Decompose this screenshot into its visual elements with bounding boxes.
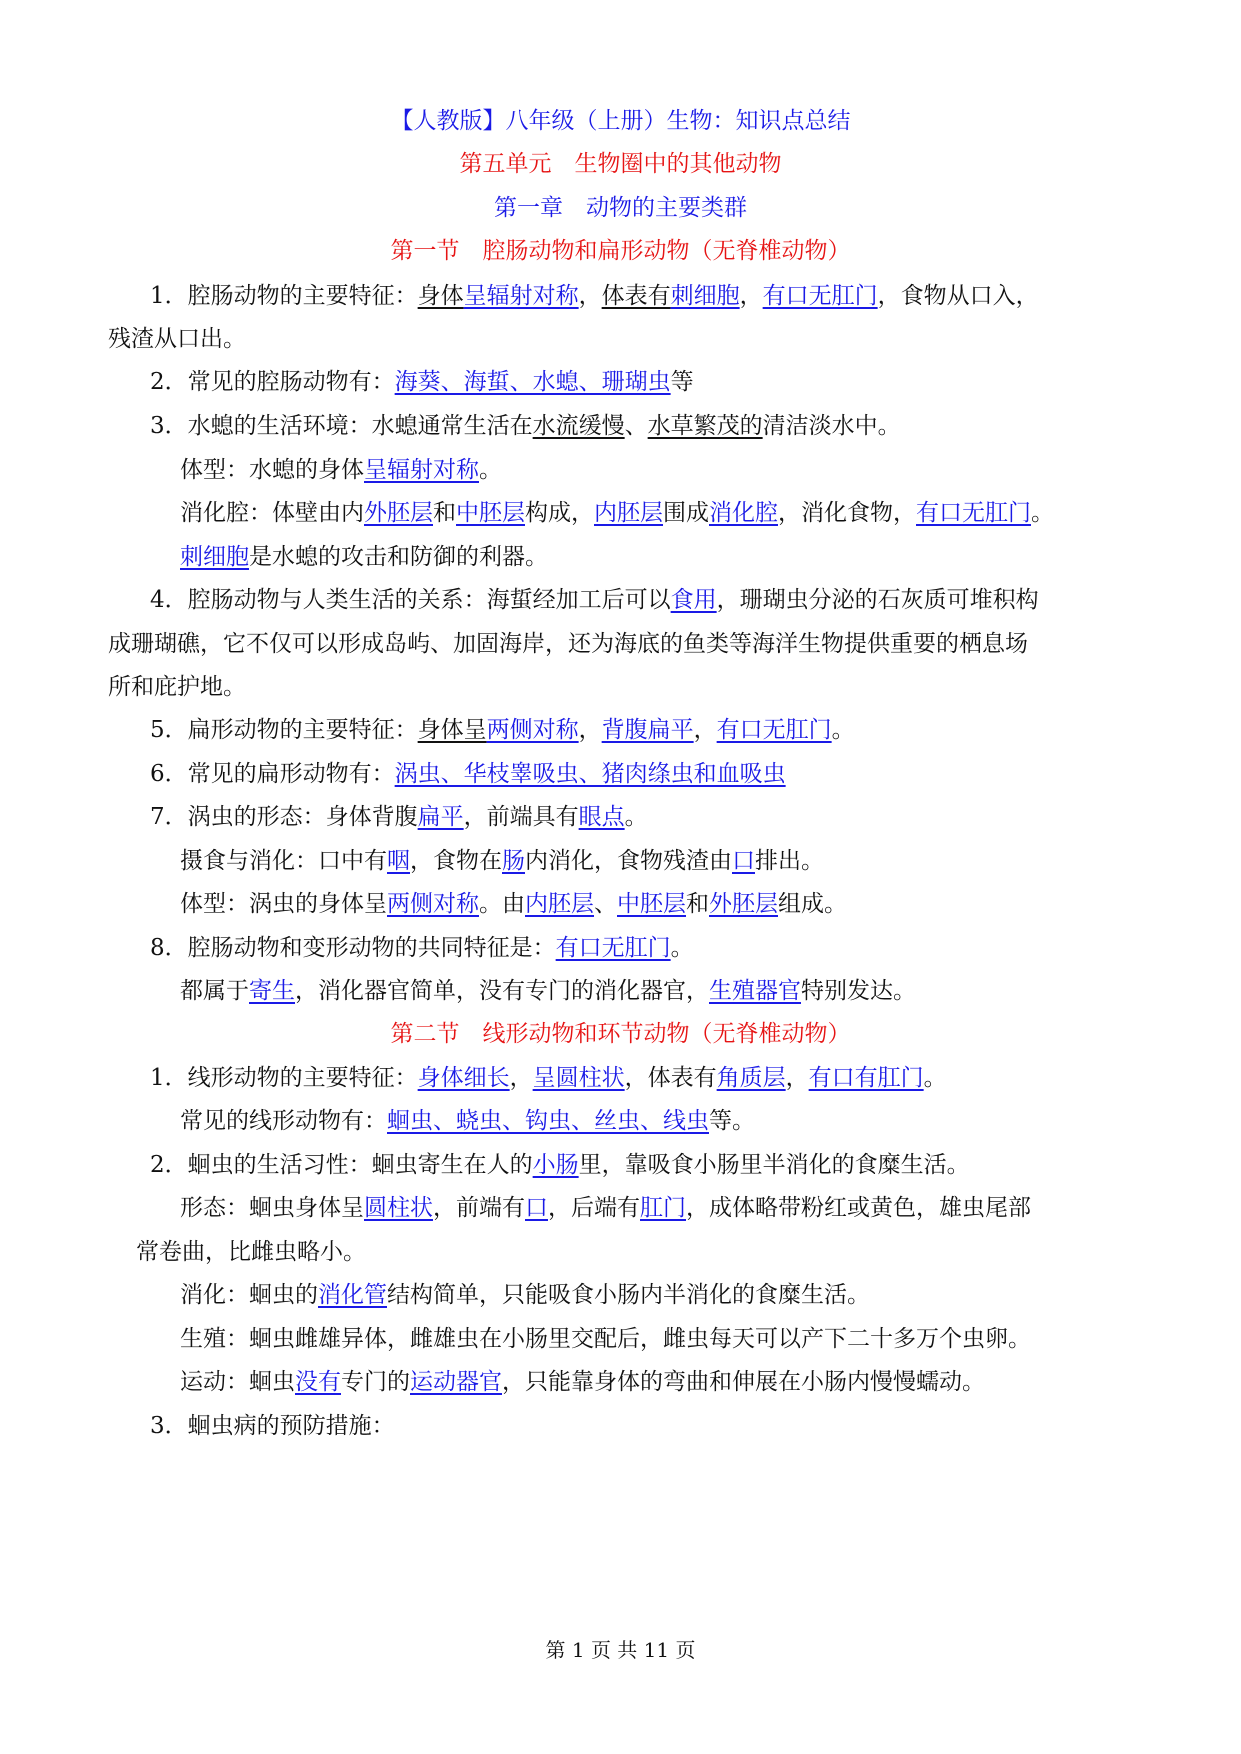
body-text: ，珊瑚虫分泌的石灰质可堆积构 bbox=[716, 587, 1039, 613]
paragraph-line bbox=[180, 1323, 1031, 1355]
body-text: 、 bbox=[624, 413, 648, 439]
keyword-answer: 有口无肛门 bbox=[555, 935, 671, 961]
keyword-answer: 咽 bbox=[387, 848, 410, 874]
body-text: 。由 bbox=[479, 891, 525, 917]
keyword-answer: 内胚层 bbox=[525, 891, 594, 917]
body-text: 2．蛔虫的生活习性：蛔虫寄生在人的 bbox=[150, 1152, 533, 1178]
body-text: 常见的线形动物有： bbox=[180, 1108, 387, 1134]
body-text: 专门的 bbox=[341, 1369, 410, 1395]
unit-heading: 第五单元 生物圈中的其他动物 bbox=[459, 151, 782, 177]
body-text: ， bbox=[578, 283, 602, 309]
paragraph-line bbox=[150, 366, 694, 398]
keyword-answer: 圆柱状 bbox=[364, 1195, 433, 1221]
keyword-answer: 有口无肛门 bbox=[762, 283, 878, 309]
keyword-answer: 肛门 bbox=[640, 1195, 686, 1221]
body-text: 所和庇护地。 bbox=[108, 674, 246, 700]
body-text: 组成。 bbox=[778, 891, 847, 917]
keyword-answer: 两侧对称 bbox=[387, 891, 479, 917]
body-text: 1．腔肠动物的主要特征： bbox=[150, 283, 418, 309]
paragraph-line bbox=[180, 975, 916, 1007]
paragraph-line bbox=[180, 1279, 870, 1311]
body-text: 形态：蛔虫身体呈 bbox=[180, 1195, 364, 1221]
body-text: 3．水螅的生活环境：水螅通常生活在 bbox=[150, 413, 533, 439]
body-text: 、 bbox=[594, 891, 617, 917]
keyword-answer: 内胚层 bbox=[594, 500, 663, 526]
body-text: 结构简单，只能吸食小肠内半消化的食糜生活。 bbox=[387, 1282, 870, 1308]
paragraph-line bbox=[108, 671, 246, 703]
body-text: 和 bbox=[433, 500, 456, 526]
keyword-answer: 中胚层 bbox=[456, 500, 525, 526]
keyword-answer: 外胚层 bbox=[364, 500, 433, 526]
underlined-text: 水流缓慢 bbox=[532, 413, 625, 439]
body-text: 3．蛔虫病的预防措施： bbox=[150, 1413, 395, 1439]
section-heading-1: 第一节 腔肠动物和扁形动物（无脊椎动物） bbox=[390, 238, 851, 264]
paragraph-line bbox=[108, 323, 246, 355]
body-text: 消化：蛔虫的 bbox=[180, 1282, 318, 1308]
body-text: 等。 bbox=[709, 1108, 755, 1134]
keyword-answer: 呈圆柱状 bbox=[532, 1065, 625, 1091]
body-text: 7．涡虫的形态：身体背腹 bbox=[150, 804, 418, 830]
body-text: 。 bbox=[1031, 500, 1054, 526]
keyword-answer: 生殖器官 bbox=[709, 978, 801, 1004]
paragraph-line bbox=[150, 280, 1039, 312]
body-text: 等 bbox=[670, 369, 694, 395]
body-text: 里，靠吸食小肠里半消化的食糜生活。 bbox=[578, 1152, 970, 1178]
body-text: 生殖：蛔虫雌雄异体，雌雄虫在小肠里交配后，雌虫每天可以产下二十多万个虫卵。 bbox=[180, 1326, 1031, 1352]
body-text: 常卷曲，比雌虫略小。 bbox=[136, 1239, 366, 1265]
keyword-answer: 有口有肛门 bbox=[808, 1065, 924, 1091]
body-text: 成珊瑚礁，它不仅可以形成岛屿、加固海岸，还为海底的鱼类等海洋生物提供重要的栖息场 bbox=[108, 631, 1028, 657]
body-text: 内消化，食物残渣由 bbox=[525, 848, 732, 874]
paragraph-line bbox=[180, 888, 847, 920]
keyword-answer: 口 bbox=[525, 1195, 548, 1221]
chapter-heading: 第一章 动物的主要类群 bbox=[494, 195, 747, 221]
page-footer: 第 1 页 共 11 页 bbox=[545, 1638, 696, 1662]
paragraph-line bbox=[180, 1105, 755, 1137]
paragraph-line bbox=[150, 1062, 947, 1094]
keyword-answer: 身体细长 bbox=[417, 1065, 510, 1091]
body-text: ， bbox=[578, 717, 602, 743]
body-text: 。 bbox=[624, 804, 648, 830]
body-text: 6．常见的扁形动物有： bbox=[150, 761, 395, 787]
keyword-answer: 刺细胞 bbox=[180, 544, 249, 570]
keyword-answer: 外胚层 bbox=[709, 891, 778, 917]
paragraph-line bbox=[150, 714, 855, 746]
body-text: 。 bbox=[479, 457, 502, 483]
body-text: ，前端有 bbox=[433, 1195, 525, 1221]
keyword-answer: 扁平 bbox=[417, 804, 464, 830]
keyword-answer: 两侧对称 bbox=[486, 717, 579, 743]
body-text: 特别发达。 bbox=[801, 978, 916, 1004]
body-text: 体型：涡虫的身体呈 bbox=[180, 891, 387, 917]
paragraph-line bbox=[180, 454, 502, 486]
keyword-answer: 角质层 bbox=[716, 1065, 786, 1091]
body-text: 摄食与消化：口中有 bbox=[180, 848, 387, 874]
keyword-answer: 呈辐射对称 bbox=[463, 283, 579, 309]
body-text: ， bbox=[785, 1065, 809, 1091]
body-text: 清洁淡水中。 bbox=[762, 413, 901, 439]
body-text: 运动：蛔虫 bbox=[180, 1369, 295, 1395]
paragraph-line bbox=[150, 1149, 970, 1181]
paragraph-line bbox=[150, 584, 1039, 616]
body-text: 和 bbox=[686, 891, 709, 917]
underlined-text: 身体呈 bbox=[417, 717, 487, 743]
keyword-answer: 涡虫、华枝睾吸虫、猪肉绦虫和血吸虫 bbox=[394, 761, 786, 787]
paragraph-line bbox=[180, 541, 548, 573]
paragraph-line bbox=[180, 497, 1054, 529]
body-text: ，前端具有 bbox=[463, 804, 579, 830]
body-text: ，食物在 bbox=[410, 848, 502, 874]
body-text: 消化腔：体壁由内 bbox=[180, 500, 364, 526]
body-text: 构成， bbox=[525, 500, 594, 526]
body-text: 是水螅的攻击和防御的利器。 bbox=[249, 544, 548, 570]
body-text: ， bbox=[693, 717, 717, 743]
paragraph-line bbox=[180, 1192, 1031, 1224]
underlined-text: 水草繁茂的 bbox=[647, 413, 763, 439]
body-text: ，成体略带粉红或黄色，雄虫尾部 bbox=[686, 1195, 1031, 1221]
body-text: 围成 bbox=[663, 500, 709, 526]
body-text: ，消化食物， bbox=[778, 500, 916, 526]
keyword-answer: 肠 bbox=[502, 848, 525, 874]
body-text: 都属于 bbox=[180, 978, 249, 1004]
body-text: ， bbox=[739, 283, 763, 309]
body-text: 8．腔肠动物和变形动物的共同特征是： bbox=[150, 935, 556, 961]
body-text: ， bbox=[509, 1065, 533, 1091]
keyword-answer: 海葵、海蜇、水螅、珊瑚虫 bbox=[394, 369, 671, 395]
paragraph-line bbox=[108, 628, 1028, 660]
paragraph-line bbox=[180, 845, 824, 877]
body-text: ，消化器官简单，没有专门的消化器官， bbox=[295, 978, 709, 1004]
keyword-answer: 中胚层 bbox=[617, 891, 686, 917]
body-text: ，后端有 bbox=[548, 1195, 640, 1221]
body-text: 。 bbox=[831, 717, 855, 743]
keyword-answer: 背腹扁平 bbox=[601, 717, 694, 743]
paragraph-line bbox=[150, 1410, 395, 1442]
body-text: 2．常见的腔肠动物有： bbox=[150, 369, 395, 395]
paragraph-line bbox=[150, 410, 901, 442]
document-title: 【人教版】八年级（上册）生物：知识点总结 bbox=[390, 108, 851, 134]
body-text: 4．腔肠动物与人类生活的关系：海蜇经加工后可以 bbox=[150, 587, 671, 613]
body-text: 体型：水螅的身体 bbox=[180, 457, 364, 483]
paragraph-line bbox=[150, 801, 648, 833]
keyword-answer: 眼点 bbox=[578, 804, 625, 830]
underlined-text: 体表有 bbox=[601, 283, 671, 309]
body-text: 排出。 bbox=[755, 848, 824, 874]
body-text: 5．扁形动物的主要特征： bbox=[150, 717, 418, 743]
paragraph-line bbox=[150, 932, 694, 964]
body-text: 残渣从口出。 bbox=[108, 326, 246, 352]
keyword-answer: 运动器官 bbox=[410, 1369, 502, 1395]
underlined-text: 身体 bbox=[417, 283, 464, 309]
body-text: 。 bbox=[923, 1065, 947, 1091]
keyword-answer: 消化腔 bbox=[709, 500, 778, 526]
keyword-answer: 消化管 bbox=[318, 1282, 387, 1308]
section-heading-2: 第二节 线形动物和环节动物（无脊椎动物） bbox=[390, 1021, 851, 1047]
body-text: ，体表有 bbox=[624, 1065, 717, 1091]
keyword-answer: 食用 bbox=[670, 587, 717, 613]
keyword-answer: 小肠 bbox=[532, 1152, 579, 1178]
paragraph-line bbox=[136, 1236, 366, 1268]
keyword-answer: 有口无肛门 bbox=[716, 717, 832, 743]
paragraph-line bbox=[180, 1366, 985, 1398]
paragraph-line bbox=[150, 758, 786, 790]
keyword-answer: 口 bbox=[732, 848, 755, 874]
keyword-answer: 刺细胞 bbox=[670, 283, 740, 309]
keyword-answer: 没有 bbox=[295, 1369, 341, 1395]
body-text: ，食物从口入， bbox=[877, 283, 1039, 309]
keyword-answer: 呈辐射对称 bbox=[364, 457, 479, 483]
body-text: 1．线形动物的主要特征： bbox=[150, 1065, 418, 1091]
keyword-answer: 蛔虫、蛲虫、钩虫、丝虫、线虫 bbox=[387, 1108, 709, 1134]
keyword-answer: 寄生 bbox=[249, 978, 295, 1004]
body-text: ，只能靠身体的弯曲和伸展在小肠内慢慢蠕动。 bbox=[502, 1369, 985, 1395]
body-text: 。 bbox=[670, 935, 694, 961]
keyword-answer: 有口无肛门 bbox=[916, 500, 1031, 526]
